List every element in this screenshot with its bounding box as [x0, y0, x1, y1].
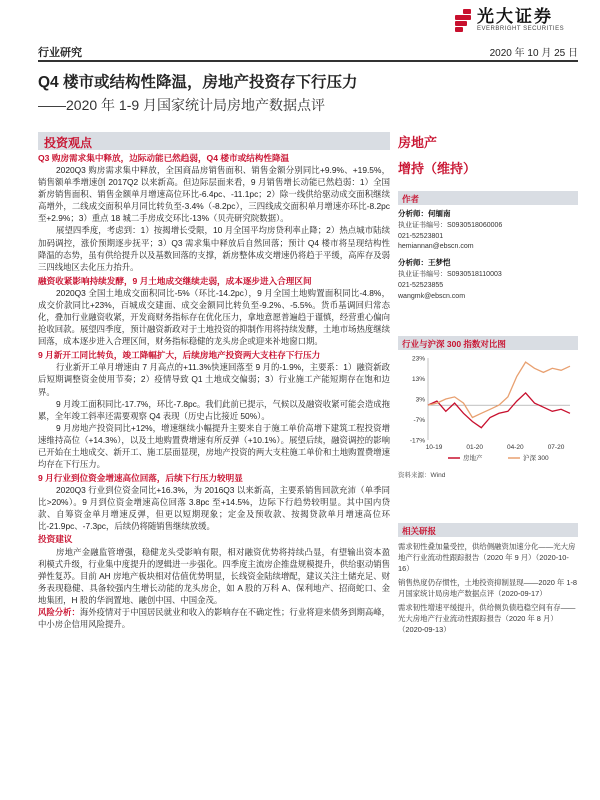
- related-report[interactable]: 需求韧性增速平缓提升，供给侧负债趋稳空间有存——光大房地产行业流动性跟踪报告（2020 年 8 月）（2020-09-13）: [398, 603, 576, 635]
- paragraph: 2020Q3 行业到位资金同比+16.3%，为 2016Q3 以来新高，主要系销售回款充沛（单季同比>20%）。9 月到位资金增速高位回落 3.8pc 至+14.5%，边际下行趋势较明显。其中国内贷款、自筹资金单月增速反弹，但更以短期现象；定金及预收款、按揭贷款单月增速高位环比-21.9pc、-7.3pc，后续仍将随销售继续放缓。: [38, 485, 390, 532]
- analyst-block: [398, 209, 578, 253]
- authors-header: 作者: [398, 191, 578, 205]
- analyst-tel: 021-52523855: [398, 281, 444, 289]
- highlight-heading: 融资收紧影响持续发酵，9 月土地成交继续走弱，成本逐步进入合理区间: [38, 275, 312, 286]
- x-tick-label: 10-19: [425, 444, 443, 452]
- report-title: Q4 楼市或结构性降温，房地产投资存下行压力: [38, 74, 358, 91]
- risk-label: 风险分析：: [38, 607, 80, 617]
- chart-svg: [398, 350, 578, 470]
- legend-label: 房地产: [463, 455, 483, 463]
- x-tick-label: 04-20: [507, 444, 524, 452]
- analyst-cert: 执业证书编号：S0930518060006: [398, 221, 503, 229]
- paragraph: 2020Q3 购房需求集中释放，全国商品房销售面积、销售金额分别同比+9.9%、+19.5%，销售额单季增速创 2017Q2 以来新高。但边际层面来看，9 月销售增长动能已然趋弱：1）全国新房销售面积、销售金额单月增速高位环比-6.4pc、-11.1pc；2）除一线供给驱动成交面积继续高增外，二线成交面积单月同比转负至-3.4%（-8.2pc），三四线成交面积单月增速亦环比-8.2pc 至+2.9%；3）重点 18 城二手房成交环比-13%（贝壳研究院数据）。: [38, 165, 390, 224]
- sidebar: [398, 132, 578, 635]
- highlight-heading: 9 月行业到位资金增速高位回落，后续下行压力较明显: [38, 473, 243, 484]
- logo: [455, 5, 585, 35]
- paragraph: 9 月房地产投资同比+12%，增速继续小幅提升主要来自于施工单价高增下建筑工程投资增速维持高位（+14.3%），以及土地购置费增速有所反弹（+10.1%）。展望后续，融资调控的影响已开始在土地成交、新开工、施工层面显现，房地产投资的两大支柱施工单价和土地购置费增速均存在下行压力。: [38, 422, 390, 470]
- section-header-investment-view: 投资观点: [38, 132, 390, 150]
- report-date: 2020 年 10 月 25 日: [489, 48, 578, 59]
- analyst-email: hemiannan@ebscn.com: [398, 243, 474, 251]
- highlight-heading: Q3 购房需求集中释放，边际动能已然趋弱，Q4 楼市或结构性降温: [38, 153, 290, 163]
- analyst-block: [398, 258, 578, 302]
- sector-name: 房地产: [398, 135, 438, 150]
- y-tick-label: 23%: [411, 355, 425, 363]
- section-label: 行业研究: [38, 47, 82, 59]
- risk-analysis: [38, 606, 390, 630]
- paragraph: 展望四季度，考虑到：1）按揭增长受限，10 月全国平均房贷利率止降；2）热点城市陆续加码调控，涨价预期逐步抚平；3）Q3 需求集中释放后自然回落；预计 Q4 楼市将呈现结构性降温的态势，虽有供给提升以及基数回落的支撑，新房整体成交增速仍将趋于平缓，高库存及弱三四线地区去化压力抬升。: [38, 225, 390, 272]
- y-tick-label: 13%: [411, 376, 425, 384]
- y-tick-label: -17%: [409, 437, 425, 445]
- related-reports-header: 相关研报: [398, 523, 578, 537]
- rating: 增持（维持）: [398, 161, 477, 176]
- logo-mark-icon: [455, 9, 471, 31]
- report-subtitle: ——2020 年 1-9 月国家统计局房地产数据点评: [38, 97, 326, 113]
- paragraph: 9 月竣工面积同比-17.7%，环比-7.8pc。我们此前已提示，气候以及融资收紧可能会造成拖累，全年竣工斜率还需要观察 Q4 表现（历史占比接近 50%）。: [38, 398, 390, 421]
- x-tick-label: 07-20: [547, 444, 565, 452]
- analyst-name: 分析师：王梦恺: [398, 258, 451, 268]
- investment-advice-heading: 投资建议: [38, 533, 73, 544]
- y-tick-label: -7%: [413, 417, 425, 425]
- comparison-chart: [398, 350, 578, 470]
- paragraph: 行业新开工单月增速由 7 月高点的+11.3%快速回落至 9 月的-1.9%，主要系：1）融资新政后短期调整资金使用节奏；2）疫情导致 Q1 土地成交偏弱；3）行业施工产能短期存在饱和边界。: [38, 362, 390, 397]
- analyst-tel: 021-52523801: [398, 232, 444, 240]
- logo-subtext: EVERBRIGHT SECURITIES: [477, 26, 565, 32]
- highlight-heading: 9 月新开工同比转负，竣工降幅扩大，后续房地产投资两大支柱存下行压力: [38, 350, 321, 361]
- paragraph: 房地产金融监管增强，稳健龙头受影响有限，相对融资优势将持续凸显，有望输出资本盈利模式升级，行业集中度提升的逻辑进一步强化。四季度主流房企推盘规模提升，供给驱动销售弹性复苏。目前 AH 房地产板块相对估值优势明显，长线资金陆续增配，建议关注土储充足、财务表现稳健、具备较强内生增长动能的龙头房企，如 A 股的万科 A、保利地产、招商蛇口、金地集团，H 股的华润置地、融创中国、中国金茂。: [38, 546, 390, 605]
- related-report[interactable]: 销售热度仍存惯性，土地投资抑制显现——2020 年 1-8 月国家统计局房地产数据点评（2020-09-17）: [398, 578, 578, 599]
- chart-header: 行业与沪深 300 指数对比图: [398, 336, 578, 350]
- risk-text: 海外疫情对于中国居民就业和收入的影响存在不确定性；行业将迎来债务到期高峰，中小房企信用风险提升。: [38, 607, 390, 630]
- chart-source: 资料来源：Wind: [398, 472, 446, 480]
- analyst-name: 分析师：何缅南: [398, 209, 451, 218]
- main-content: [38, 132, 390, 630]
- analyst-cert: 执业证书编号：S0930518110003: [398, 270, 502, 278]
- analyst-email: wangmk@ebscn.com: [398, 292, 466, 300]
- x-tick-label: 01-20: [466, 444, 483, 452]
- header-divider: [38, 60, 578, 62]
- paragraph: 2020Q3 全国土地成交面积同比-5%（环比-14.2pc），9 月全国土地购置面积同比-4.8%，成交价款同比+23%，百城成交建面、成交金额同比转负至-9.2%、-5.5%。货币基调回归常态化，叠加行业融资收紧，开发商财务指标存在优化压力，拿地意愿普遍趋于谨慎，经营重心偏向抢收回款。展望四季度，预计融资新政对于土地投资的抑制作用将持续发酵，土地市场热度继续回落，成本逐步进入合理区间，财务指标稳健的龙头房企或迎来补地窗口期。: [38, 287, 390, 347]
- y-tick-label: 3%: [415, 396, 425, 404]
- legend-label: 沪深 300: [523, 455, 549, 463]
- related-report[interactable]: 需求韧性叠加量受控，供给侧融资加速分化——光大房地产行业流动性跟踪报告（2020 年 9 月）（2020-10-16）: [398, 542, 576, 574]
- logo-text: 光大证券: [477, 7, 553, 26]
